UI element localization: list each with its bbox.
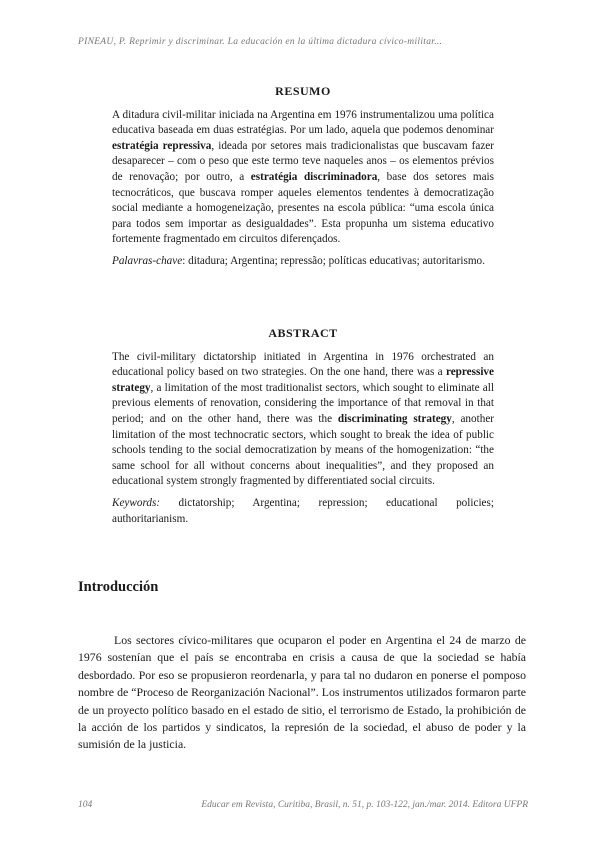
page-number: 104 xyxy=(78,800,93,810)
abstract-keywords xyxy=(112,496,494,527)
resumo-bold-term-1: estratégia repressiva xyxy=(112,139,212,152)
resumo-text-part-3: , base dos setores mais tecnocráticos, que buscava romper aqueles elementos tendentes à democratização social mediante a homogeneização, presentes na escola pública: “uma escola única para todos sem importar as desigualdades”. Esta propunha um sistema educativo fortemente fragmentado em circuitos diferençados. xyxy=(112,170,494,246)
abstract-text xyxy=(112,350,494,490)
abstract-bold-term-2: discriminating strategy xyxy=(337,412,452,425)
abstract-keywords-label: Keywords: xyxy=(112,496,161,509)
body-paragraph: Los sectores cívico-militares que ocuparon el poder en Argentina el 24 de marzo de 1976 sostenían que el país se encontraba en crisis a causa de que la sociedad se había desbordado. Por eso se propusieron reordenarla, y para tal no dudaron en ponerse el pomposo nombre de “Proceso de Reorganización Nacional”. Los instrumentos utilizados formaron parte de un proyecto político basado en el estado de sitio, el terrorismo de Estado, la prohibición de la acción de los partidos y sindicatos, la represión de la sociedad, el abuso de poder y la sumisión de la justicia. xyxy=(78,633,526,752)
abstract-text-part-1: The civil-military dictatorship initiated in Argentina in 1976 orchestrated an educational policy based on two strategies. On the one hand, there was a xyxy=(112,350,494,379)
abstract-bold-term-1: repressive strategy xyxy=(112,366,494,394)
journal-citation: Educar em Revista, Curitiba, Brasil, n. 51, p. 103-122, jan./mar. 2014. Editora UFPR xyxy=(201,800,528,810)
abstract-keywords-list: dictatorship; Argentina; repression; educational policies; authoritarianism. xyxy=(112,496,494,525)
resumo-title: RESUMO xyxy=(275,84,331,98)
resumo-keywords xyxy=(112,254,494,270)
resumo-text-part-1: A ditadura civil-militar iniciada na Argentina em 1976 instrumentalizou uma política educativa baseada em duas estratégias. Por um lado, aquela que podemos denominar xyxy=(112,108,494,137)
abstract-text-part-2: , a limitation of the most traditionalist sectors, which sought to eliminate all previous elements of renovation, considering the importance of that removal in that period; and on the other hand, there was the xyxy=(112,381,494,425)
resumo-keywords-list: : ditadura; Argentina; repressão; políticas educativas; autoritarismo. xyxy=(182,254,485,267)
resumo-keywords-label: Palavras-chave xyxy=(112,254,183,267)
abstract-text-part-3: , another limitation of the most technocratic sectors, which sought to break the idea of public schools tending to the social democratization by means of the homogenization: “the same school for all without concerns about inequalities”, and they proposed an educational system strongly fragmented by differentiated social circuits. xyxy=(112,412,495,488)
section-heading: Introducción xyxy=(78,579,159,595)
resumo-bold-term-2: estratégia discriminadora xyxy=(250,170,378,183)
abstract-title: ABSTRACT xyxy=(268,326,338,340)
resumo-text-part-2: , ideada por setores mais tradicionalistas que buscavam fazer desaparecer – com o peso que este termo teve naqueles anos – os elementos prévios de renovação; por outro, a xyxy=(112,139,495,183)
running-header: PINEAU, P. Reprimir y discriminar. La educación en la última dictadura cívico-militar... xyxy=(78,37,443,47)
resumo-block xyxy=(112,84,494,270)
resumo-text xyxy=(112,108,494,248)
abstract-block xyxy=(112,326,494,527)
